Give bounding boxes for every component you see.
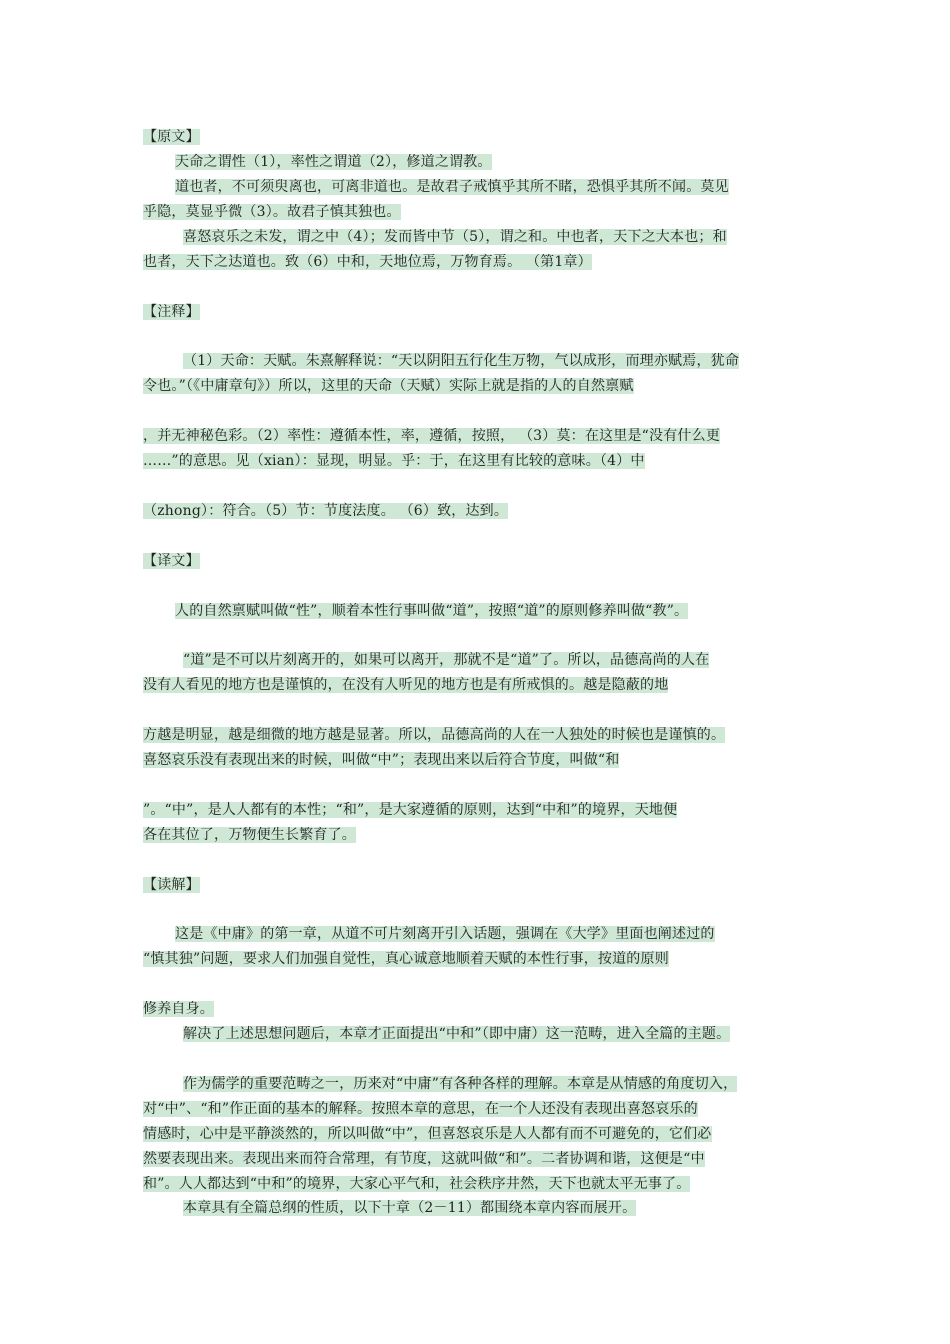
text-line: 令也。”（《中庸章句》）所以，这里的天命（天赋）实际上就是指的人的自然禀赋 xyxy=(143,378,634,394)
text-line: 没有人看见的地方也是谨慎的，在没有人听见的地方也是有所戒惧的。越是隐蔽的地 xyxy=(143,677,669,693)
text-line: 天命之谓性（1），率性之谓道（2），修道之谓教。 xyxy=(175,154,492,170)
text-line: “道”是不可以片刻离开的，如果可以离开，那就不是“道”了。所以，品德高尚的人在 xyxy=(183,652,710,668)
text-line: （zhong）：符合。（5）节：节度法度。 （6）致，达到。 xyxy=(143,503,509,519)
text-line: 作为儒学的重要范畴之一，历来对“中庸”有各种各样的理解。本章是从情感的角度切入， xyxy=(183,1076,738,1092)
heading-translation: 【译文】 xyxy=(143,553,200,569)
text-line: 本章具有全篇总纲的性质，以下十章（2－11）都围绕本章内容而展开。 xyxy=(183,1200,637,1216)
text-line: 喜怒哀乐没有表现出来的时候，叫做“中”；表现出来以后符合节度，叫做“和 xyxy=(143,752,620,768)
text-line: ，并无神秘色彩。（2）率性：遵循本性，率，遵循，按照， （3）莫：在这里是“没有什么更 xyxy=(143,428,721,444)
text-line: （1）天命：天赋。朱熹解释说：“天以阴阳五行化生万物，气以成形，而理亦赋焉，犹命 xyxy=(183,353,740,369)
text-line: 各在其位了，万物便生长繁育了。 xyxy=(143,827,356,843)
text-line: 情感时，心中是平静淡然的，所以叫做“中”，但喜怒哀乐是人人都有而不可避免的，它们必 xyxy=(143,1126,712,1142)
text-line: 解决了上述思想问题后，本章才正面提出“中和”（即中庸）这一范畴，进入全篇的主题。 xyxy=(183,1026,731,1042)
text-line: 然要表现出来。表现出来而符合常理，有节度，这就叫做“和”。二者协调和谐，这便是“中 xyxy=(143,1151,705,1167)
text-line: 道也者，不可须臾离也，可离非道也。是故君子戒慎乎其所不睹，恐惧乎其所不闻。莫见 xyxy=(175,179,729,195)
heading-interpretation: 【读解】 xyxy=(143,877,200,893)
text-line: 方越是明显，越是细微的地方越是显著。所以，品德高尚的人在一人独处的时候也是谨慎的。 xyxy=(143,727,726,743)
text-line: 这是《中庸》的第一章，从道不可片刻离开引入话题，强调在《大学》里面也阐述过的 xyxy=(175,926,715,942)
text-line: 喜怒哀乐之未发，谓之中（4）；发而皆中节（5），谓之和。中也者，天下之大本也；和 xyxy=(183,229,727,245)
text-line: “慎其独”问题，要求人们加强自觉性，真心诚意地顺着天赋的本性行事，按道的原则 xyxy=(143,951,669,967)
text-line: 和”。人人都达到“中和”的境界，大家心平气和，社会秩序井然，天下也就太平无事了。 xyxy=(143,1176,691,1192)
text-line: 乎隐，莫显乎微（3）。故君子慎其独也。 xyxy=(143,204,401,220)
heading-original-text: 【原文】 xyxy=(143,129,200,145)
text-line: 也者，天下之达道也。致（6）中和，天地位焉，万物育焉。 （第1章） xyxy=(143,254,592,270)
text-line: 修养自身。 xyxy=(143,1001,214,1017)
text-line: ……”的意思。见（xian）：显现，明显。乎：于，在这里有比较的意味。（4）中 xyxy=(143,453,645,469)
heading-annotations: 【注释】 xyxy=(143,304,200,320)
text-line: 人的自然禀赋叫做“性”，顺着本性行事叫做“道”，按照“道”的原则修养叫做“教”。 xyxy=(175,603,689,619)
text-line: 对“中”、“和”作正面的基本的解释。按照本章的意思，在一个人还没有表现出喜怒哀乐的 xyxy=(143,1101,698,1117)
text-line: ”。“中”，是人人都有的本性；“和”，是大家遵循的原则，达到“中和”的境界，天地便 xyxy=(143,802,678,818)
